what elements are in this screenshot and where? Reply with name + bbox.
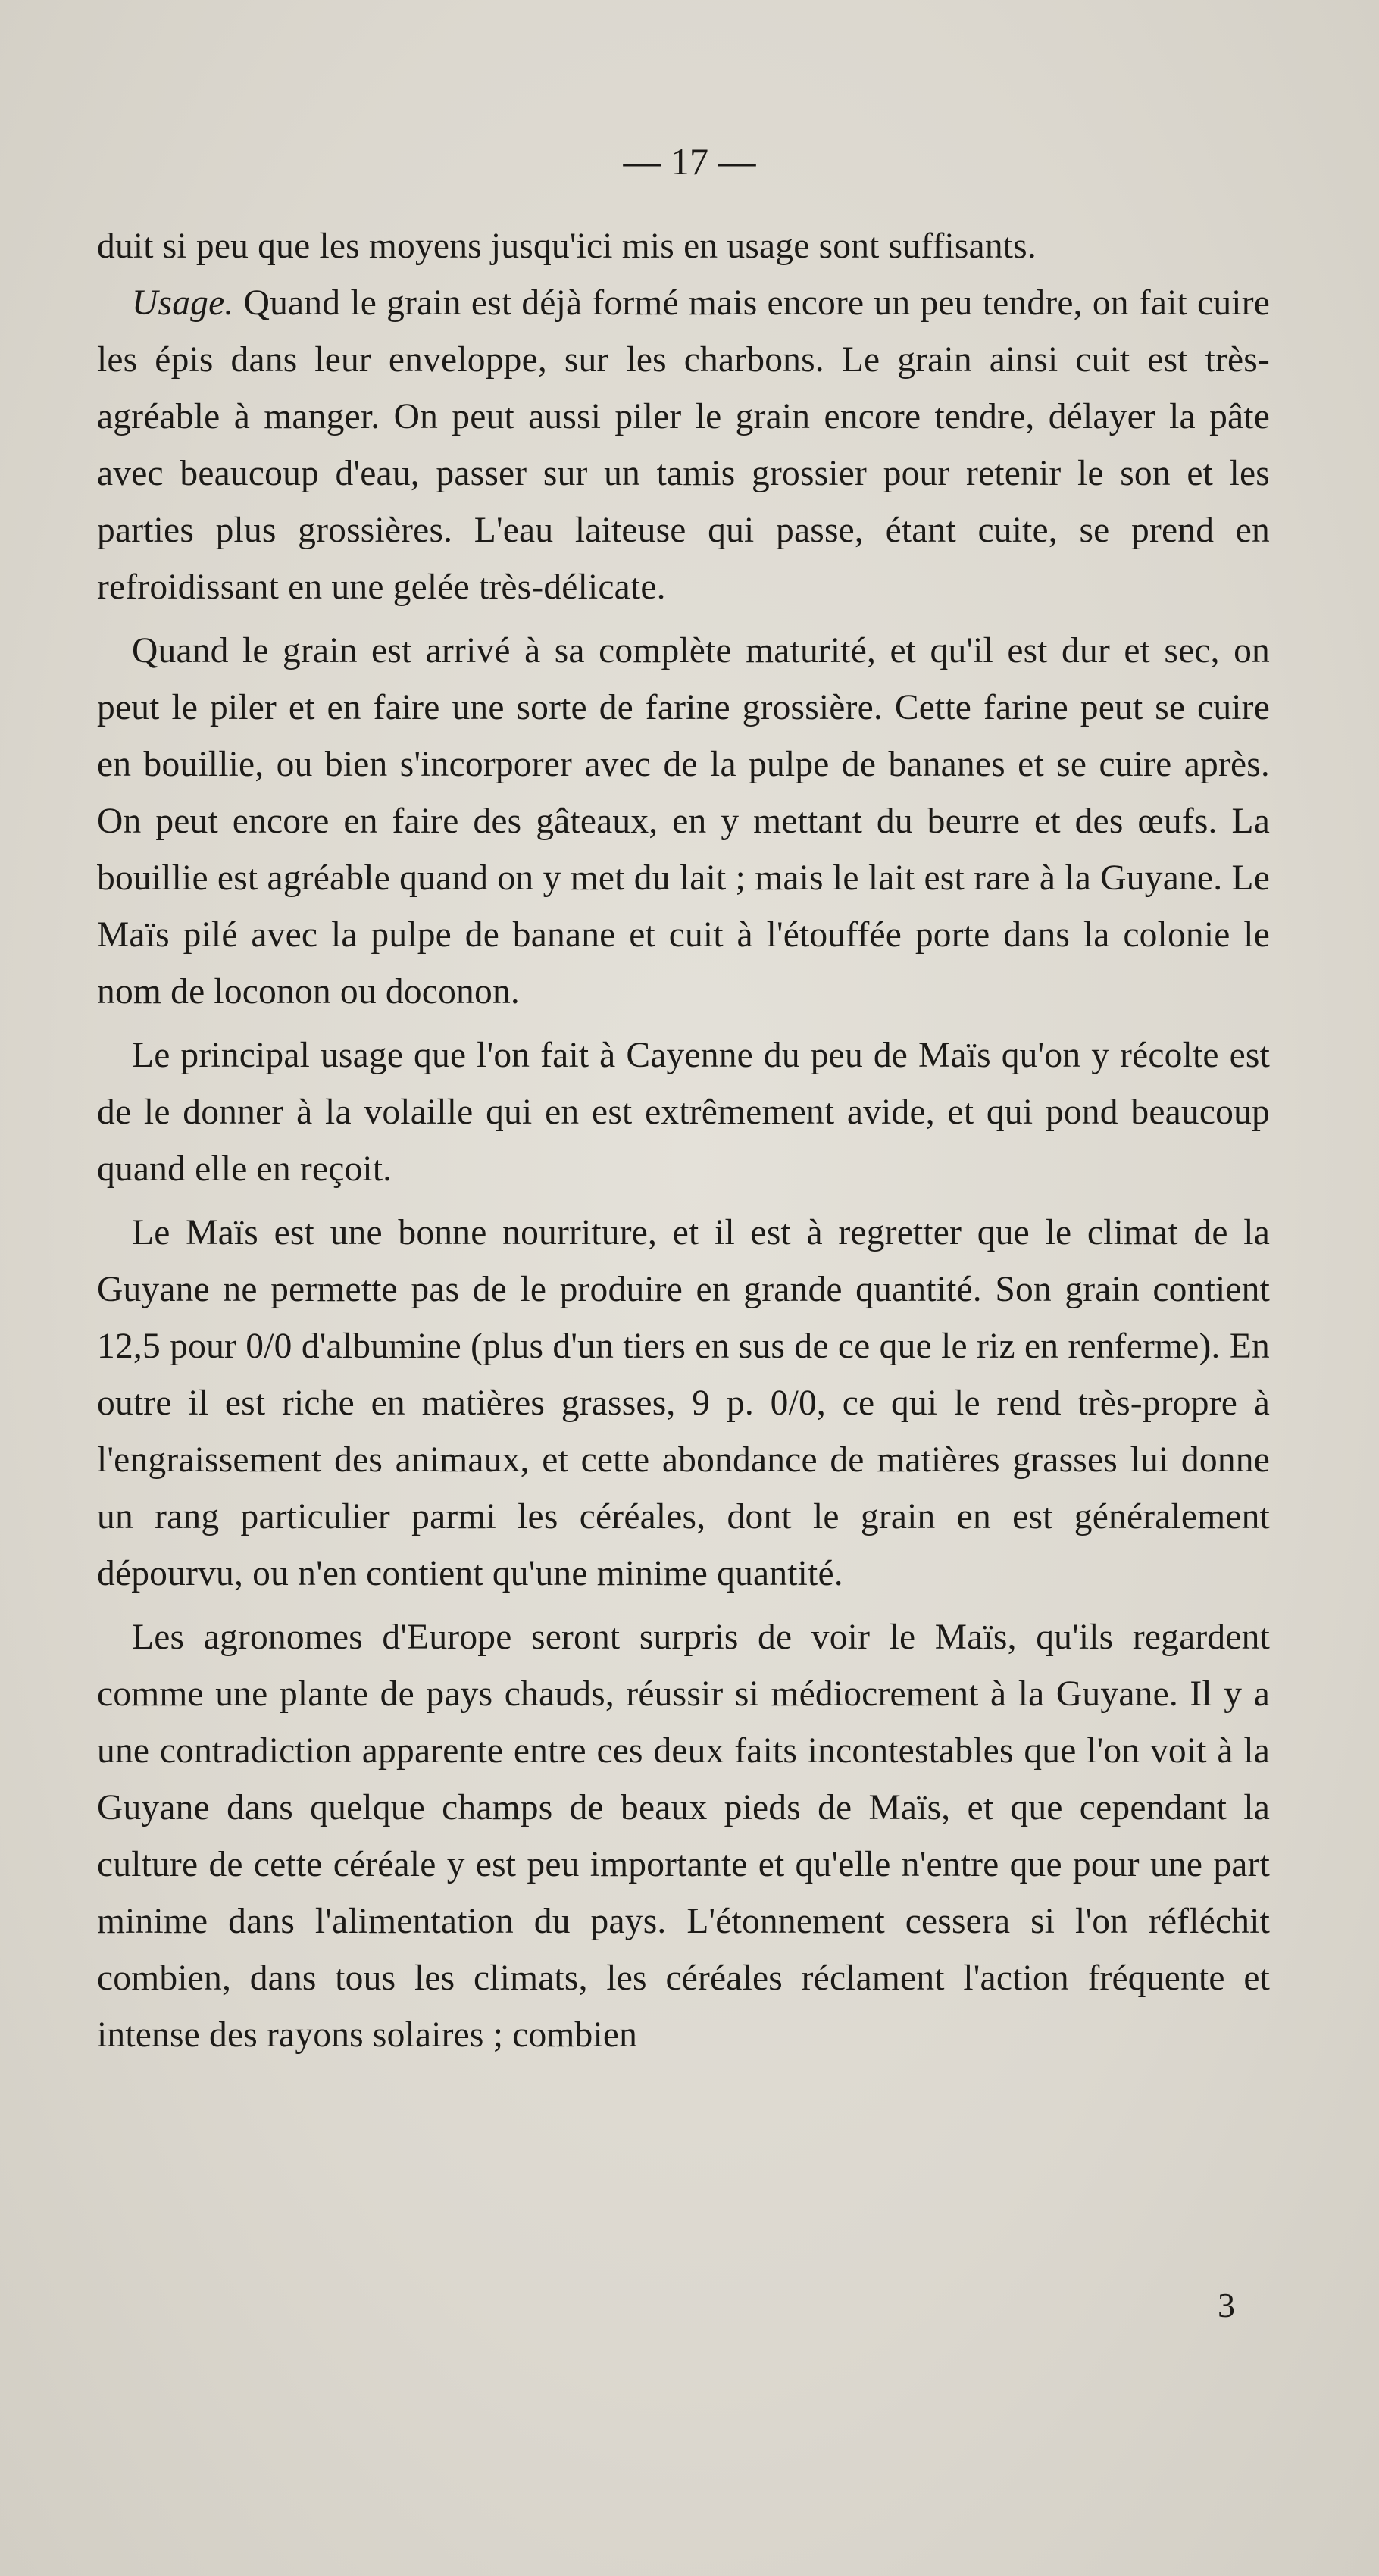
paragraph-usage — [97, 275, 1270, 616]
paragraph-text: Quand le grain est déjà formé mais encore un peu tendre, on fait cuire les épis dans leur enveloppe, sur les charbons. Le grain ainsi cuit est très-agréable à manger. On peut aussi piler le grain encore tendre, délayer la pâte avec beaucoup d'eau, passer sur un tamis grossier pour retenir le son et les parties plus grossières. L'eau laiteuse qui passe, étant cuite, se prend en refroidissant en une gelée très-délicate. — [97, 283, 1270, 607]
paragraph-text: Quand le grain est arrivé à sa complète maturité, et qu'il est dur et sec, on peut le piler et en faire une sorte de farine grossière. Cette farine peut se cuire en bouillie, ou bien s'incorporer avec de la pulpe de bananes et se cuire après. On peut encore en faire des gâteaux, en y mettant du beurre et des œufs. La bouillie est agréable quand on y met du lait ; mais le lait est rare à la Guyane. Le Maïs pilé avec la pulpe de banane et cuit à l'étouffée porte dans la colonie le nom de loconon ou doconon. — [97, 631, 1270, 1011]
paragraph-text: duit si peu que les moyens jusqu'ici mis en usage sont suffisants. — [97, 227, 1037, 266]
page-number: — 17 — — [623, 140, 756, 183]
paragraph-text: Le Maïs est une bonne nourriture, et il est à regretter que le climat de la Guyane ne permette pas de le produire en grande quantité. Son grain contient 12,5 pour 0/0 d'albumine (plus d'un tiers en sus de ce que le riz en renferme). En outre il est riche en matières grasses, 9 p. 0/0, ce qui le rend très-propre à l'engraissement des animaux, et cette abondance de matières grasses lui donne un rang particulier parmi les céréales, dont le grain en est généralement dépourvu, ou n'en contient qu'une minime quantité. — [97, 1213, 1270, 1593]
paragraph-nutrition — [97, 1205, 1270, 1602]
usage-lead: Usage. — [132, 283, 234, 323]
paragraph-text: Le principal usage que l'on fait à Cayenne du peu de Maïs qu'on y récolte est de le donner à la volaille qui en est extrêmement avide, et qui pond beaucoup quand elle en reçoit. — [97, 1036, 1270, 1189]
paragraph-agronomes — [97, 1609, 1270, 2064]
signature-mark: 3 — [1218, 2286, 1235, 2324]
page-body — [97, 218, 1270, 2064]
paragraph-maturity — [97, 623, 1270, 1021]
paragraph-cayenne — [97, 1027, 1270, 1198]
paragraph-text: Les agronomes d'Europe seront surpris de voir le Maïs, qu'ils regardent comme une plante de pays chauds, réussir si médiocrement à la Guyane. Il y a une contradiction apparente entre ces deux faits incontestables que l'on voit à la Guyane dans quelque champs de beaux pieds de Maïs, et que cependant la culture de cette céréale y est peu importante et qu'elle n'entre que pour une part minime dans l'alimentation du pays. L'étonnement cessera si l'on réfléchit combien, dans tous les climats, les céréales réclament l'action fréquente et intense des rayons solaires ; combien — [97, 1618, 1270, 2055]
paragraph-continuation — [97, 218, 1270, 275]
